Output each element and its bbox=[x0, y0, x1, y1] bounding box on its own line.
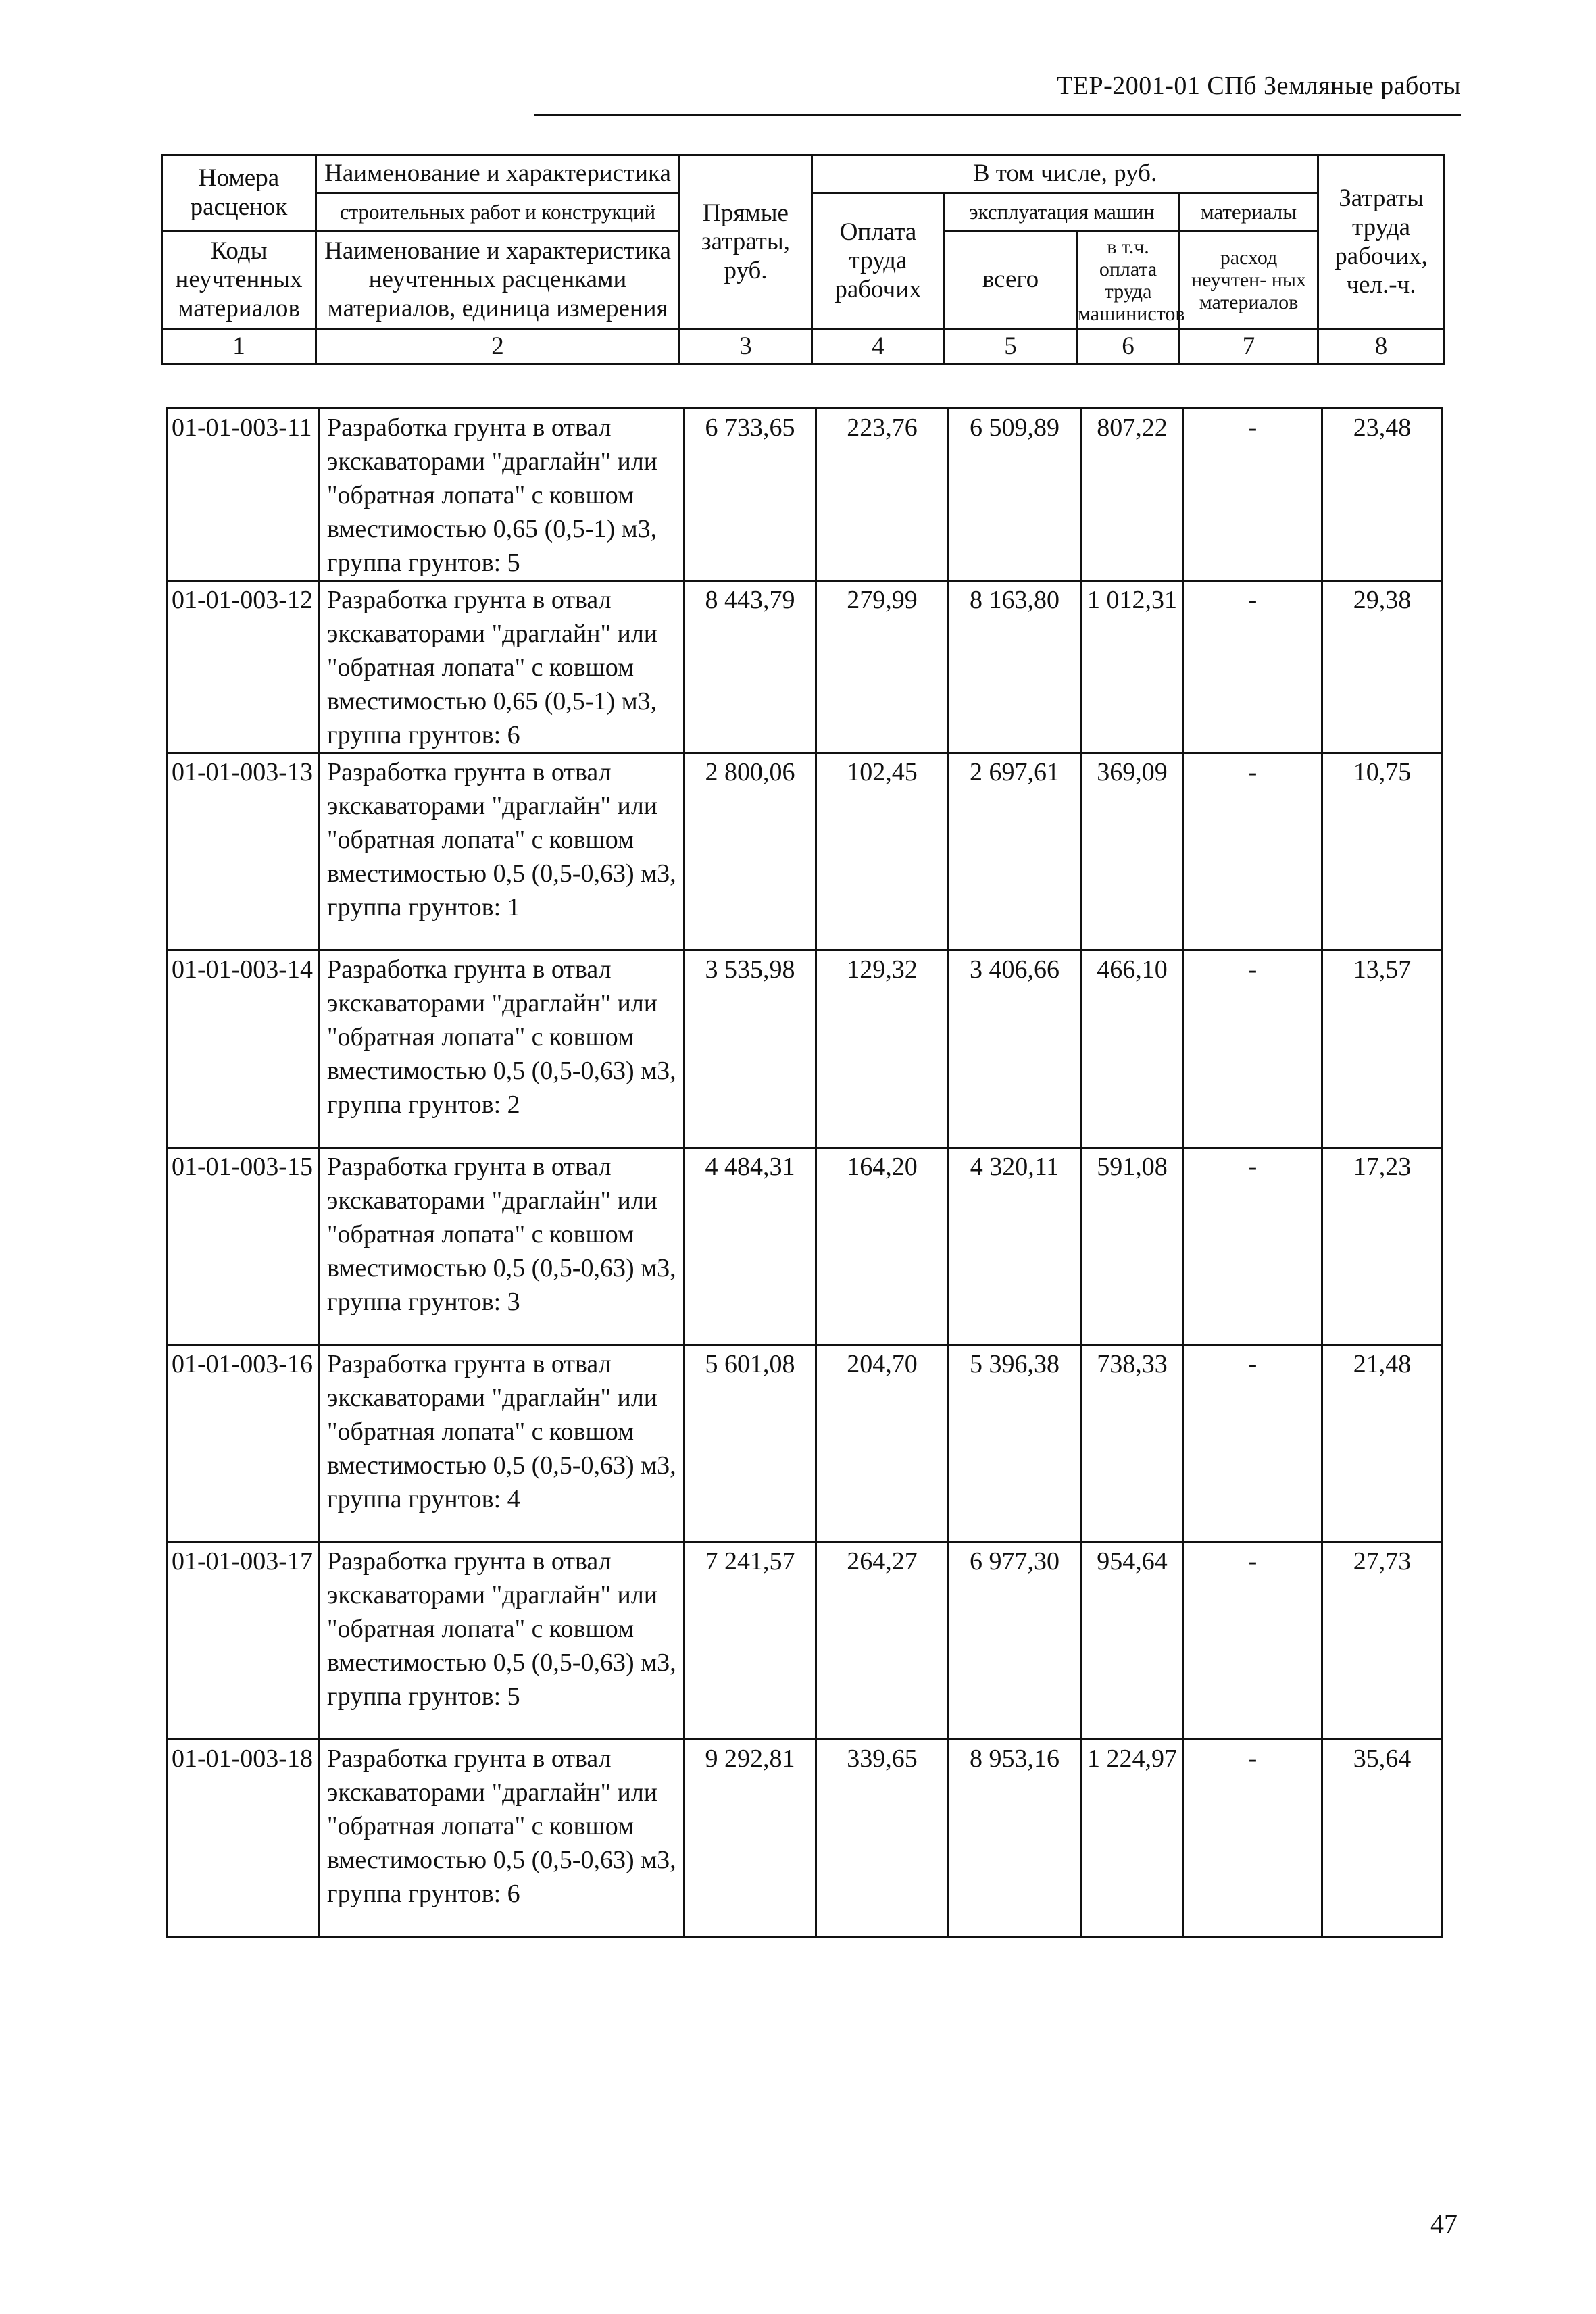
materials-consumption: - bbox=[1184, 753, 1322, 951]
labor-hours: 35,64 bbox=[1322, 1740, 1443, 1937]
direct-costs: 5 601,08 bbox=[684, 1345, 816, 1542]
labor-pay: 279,99 bbox=[816, 581, 949, 753]
table-row bbox=[167, 951, 1443, 1148]
group-header: В том числе, руб. bbox=[812, 155, 1318, 193]
machines-total: 4 320,11 bbox=[949, 1148, 1081, 1345]
labor-pay: 164,20 bbox=[816, 1148, 949, 1345]
col-number: 8 bbox=[1318, 330, 1445, 364]
labor-hours: 17,23 bbox=[1322, 1148, 1443, 1345]
col3-header: Прямые затраты, руб. bbox=[680, 155, 812, 330]
labor-hours: 21,48 bbox=[1322, 1345, 1443, 1542]
labor-pay: 264,27 bbox=[816, 1542, 949, 1740]
col-number: 4 bbox=[812, 330, 945, 364]
materials-consumption: - bbox=[1184, 1542, 1322, 1740]
machinists-pay: 591,08 bbox=[1081, 1148, 1184, 1345]
col6-header: в т.ч. оплата труда машинистов bbox=[1077, 231, 1180, 330]
labor-pay: 339,65 bbox=[816, 1740, 949, 1937]
rates-table bbox=[166, 407, 1443, 1938]
table-row bbox=[167, 1345, 1443, 1542]
direct-costs: 4 484,31 bbox=[684, 1148, 816, 1345]
col1-top-header: Номера расценок bbox=[162, 155, 316, 231]
col8-header: Затраты труда рабочих, чел.-ч. bbox=[1318, 155, 1445, 330]
machines-total: 2 697,61 bbox=[949, 753, 1081, 951]
machines-total: 6 509,89 bbox=[949, 409, 1081, 581]
table-row bbox=[167, 753, 1443, 951]
machinists-pay: 807,22 bbox=[1081, 409, 1184, 581]
machines-total: 5 396,38 bbox=[949, 1345, 1081, 1542]
rate-code: 01-01-003-15 bbox=[167, 1148, 320, 1345]
machinists-pay: 738,33 bbox=[1081, 1345, 1184, 1542]
work-description: Разработка грунта в отвал экскаваторами "драглайн" или "обратная лопата" с ковшом вместимостью 0,5 (0,5-0,63) м3, группа грунтов: 6 bbox=[320, 1740, 684, 1937]
labor-hours: 27,73 bbox=[1322, 1542, 1443, 1740]
col-number: 7 bbox=[1180, 330, 1318, 364]
col2-top-header-line2: строительных работ и конструкций bbox=[316, 193, 680, 231]
col-number: 6 bbox=[1077, 330, 1180, 364]
machines-group-header: эксплуатация машин bbox=[945, 193, 1180, 231]
col4-header: Оплата труда рабочих bbox=[812, 193, 945, 330]
table-row bbox=[167, 1542, 1443, 1740]
table-row bbox=[167, 409, 1443, 581]
col-number: 5 bbox=[945, 330, 1077, 364]
labor-hours: 23,48 bbox=[1322, 409, 1443, 581]
materials-consumption: - bbox=[1184, 951, 1322, 1148]
labor-pay: 204,70 bbox=[816, 1345, 949, 1542]
col2-top-header-line1: Наименование и характеристика bbox=[316, 155, 680, 193]
direct-costs: 8 443,79 bbox=[684, 581, 816, 753]
table-row bbox=[167, 1740, 1443, 1937]
rate-code: 01-01-003-14 bbox=[167, 951, 320, 1148]
direct-costs: 6 733,65 bbox=[684, 409, 816, 581]
rate-code: 01-01-003-17 bbox=[167, 1542, 320, 1740]
work-description: Разработка грунта в отвал экскаваторами "драглайн" или "обратная лопата" с ковшом вместимостью 0,5 (0,5-0,63) м3, группа грунтов: 5 bbox=[320, 1542, 684, 1740]
labor-hours: 29,38 bbox=[1322, 581, 1443, 753]
direct-costs: 9 292,81 bbox=[684, 1740, 816, 1937]
machines-total: 6 977,30 bbox=[949, 1542, 1081, 1740]
direct-costs: 2 800,06 bbox=[684, 753, 816, 951]
machines-total: 8 163,80 bbox=[949, 581, 1081, 753]
machinists-pay: 954,64 bbox=[1081, 1542, 1184, 1740]
rate-code: 01-01-003-12 bbox=[167, 581, 320, 753]
work-description: Разработка грунта в отвал экскаваторами "драглайн" или "обратная лопата" с ковшом вместимостью 0,65 (0,5-1) м3, группа грунтов: 6 bbox=[320, 581, 684, 753]
running-title: ТЕР-2001-01 СПб Земляные работы bbox=[1057, 72, 1461, 100]
materials-consumption: - bbox=[1184, 1148, 1322, 1345]
labor-pay: 223,76 bbox=[816, 409, 949, 581]
col-number: 2 bbox=[316, 330, 680, 364]
direct-costs: 7 241,57 bbox=[684, 1542, 816, 1740]
labor-hours: 10,75 bbox=[1322, 753, 1443, 951]
table-row bbox=[167, 581, 1443, 753]
machinists-pay: 369,09 bbox=[1081, 753, 1184, 951]
machinists-pay: 1 224,97 bbox=[1081, 1740, 1184, 1937]
machines-total: 8 953,16 bbox=[949, 1740, 1081, 1937]
rate-code: 01-01-003-18 bbox=[167, 1740, 320, 1937]
rate-code: 01-01-003-11 bbox=[167, 409, 320, 581]
col1-bottom-header: Коды неучтенных материалов bbox=[162, 231, 316, 330]
col-number: 1 bbox=[162, 330, 316, 364]
direct-costs: 3 535,98 bbox=[684, 951, 816, 1148]
labor-pay: 129,32 bbox=[816, 951, 949, 1148]
col7-header: расход неучтен- ных материалов bbox=[1180, 231, 1318, 330]
work-description: Разработка грунта в отвал экскаваторами "драглайн" или "обратная лопата" с ковшом вместимостью 0,65 (0,5-1) м3, группа грунтов: 5 bbox=[320, 409, 684, 581]
materials-group-header: материалы bbox=[1180, 193, 1318, 231]
page-number: 47 bbox=[1430, 2209, 1457, 2239]
materials-consumption: - bbox=[1184, 581, 1322, 753]
machinists-pay: 466,10 bbox=[1081, 951, 1184, 1148]
materials-consumption: - bbox=[1184, 1740, 1322, 1937]
col5-header: всего bbox=[945, 231, 1077, 330]
table-header bbox=[161, 154, 1445, 365]
labor-pay: 102,45 bbox=[816, 753, 949, 951]
labor-hours: 13,57 bbox=[1322, 951, 1443, 1148]
rate-code: 01-01-003-16 bbox=[167, 1345, 320, 1542]
header-rule bbox=[534, 114, 1461, 116]
work-description: Разработка грунта в отвал экскаваторами "драглайн" или "обратная лопата" с ковшом вместимостью 0,5 (0,5-0,63) м3, группа грунтов: 1 bbox=[320, 753, 684, 951]
machinists-pay: 1 012,31 bbox=[1081, 581, 1184, 753]
work-description: Разработка грунта в отвал экскаваторами "драглайн" или "обратная лопата" с ковшом вместимостью 0,5 (0,5-0,63) м3, группа грунтов: 4 bbox=[320, 1345, 684, 1542]
table-row bbox=[167, 1148, 1443, 1345]
materials-consumption: - bbox=[1184, 1345, 1322, 1542]
col2-bottom-header: Наименование и характеристика неучтенных расценками материалов, единица измерения bbox=[316, 231, 680, 330]
machines-total: 3 406,66 bbox=[949, 951, 1081, 1148]
rate-code: 01-01-003-13 bbox=[167, 753, 320, 951]
work-description: Разработка грунта в отвал экскаваторами "драглайн" или "обратная лопата" с ковшом вместимостью 0,5 (0,5-0,63) м3, группа грунтов: 2 bbox=[320, 951, 684, 1148]
col-number: 3 bbox=[680, 330, 812, 364]
materials-consumption: - bbox=[1184, 409, 1322, 581]
work-description: Разработка грунта в отвал экскаваторами "драглайн" или "обратная лопата" с ковшом вместимостью 0,5 (0,5-0,63) м3, группа грунтов: 3 bbox=[320, 1148, 684, 1345]
